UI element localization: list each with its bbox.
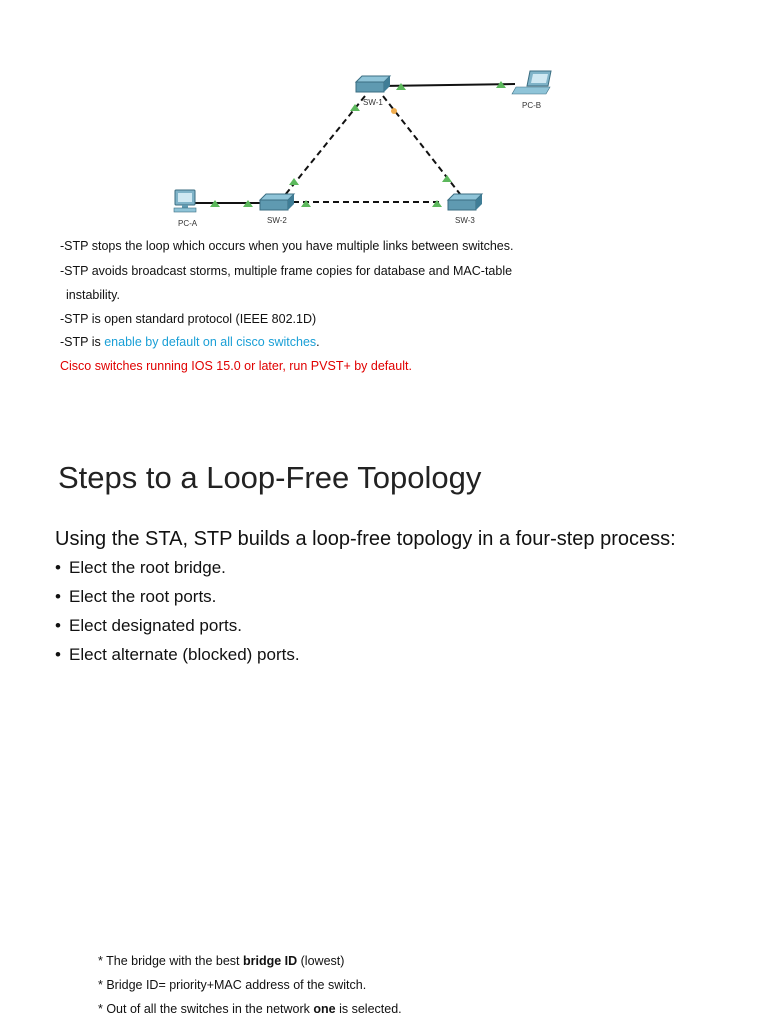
footnotes	[98, 954, 402, 1026]
switch-icon[interactable]	[260, 194, 294, 210]
bullet: •	[55, 558, 61, 577]
footnote-text: * Out of all the switches in the network	[98, 1002, 314, 1016]
note-highlight: enable by default on all cisco switches	[104, 335, 317, 349]
bullet: •	[55, 587, 61, 606]
switch-icon[interactable]	[448, 194, 482, 210]
note-line-red: Cisco switches running IOS 15.0 or later, run PVST+ by default.	[60, 359, 412, 373]
step-text: Elect the root ports.	[69, 587, 217, 606]
steps-list	[55, 558, 300, 674]
note-prefix: -STP is	[60, 335, 105, 349]
device-label-sw3: SW-3	[455, 216, 475, 225]
bullet: •	[55, 645, 61, 664]
list-item	[55, 558, 300, 587]
note-suffix: .	[316, 335, 320, 349]
device-label-sw1: SW-1	[363, 98, 383, 107]
footnote	[98, 1002, 402, 1026]
footnote-text: is selected.	[335, 1002, 402, 1016]
footnote	[98, 954, 402, 978]
section-intro: Using the STA, STP builds a loop-free topology in a four-step process:	[55, 528, 676, 550]
desktop-pc-icon[interactable]	[174, 190, 196, 212]
note-line	[60, 336, 320, 349]
note-line: instability.	[66, 288, 120, 302]
topology-diagram	[150, 60, 570, 235]
device-label-pcb: PC-B	[522, 101, 542, 110]
section-title: Steps to a Loop-Free Topology	[58, 460, 482, 495]
bullet: •	[55, 616, 61, 635]
laptop-icon[interactable]	[512, 71, 551, 94]
note-line: -STP is open standard protocol (IEEE 802.1D)	[60, 312, 317, 326]
footnote: * Bridge ID= priority+MAC address of the switch.	[98, 978, 367, 992]
device-label-sw2: SW-2	[267, 216, 287, 225]
port-status-icon	[289, 178, 299, 185]
port-status-icon	[442, 175, 452, 182]
note-line: -STP stops the loop which occurs when you have multiple links between switches.	[60, 239, 514, 253]
switch-icon[interactable]	[356, 76, 390, 92]
note-line: -STP avoids broadcast storms, multiple frame copies for database and MAC-table	[60, 264, 513, 278]
step-text: Elect designated ports.	[69, 616, 242, 635]
device-label-pca: PC-A	[178, 219, 198, 228]
footnote-bold: bridge ID	[243, 954, 298, 968]
step-text: Elect alternate (blocked) ports.	[69, 645, 300, 664]
list-item	[55, 616, 300, 645]
footnote-bold: one	[313, 1002, 336, 1016]
port-status-icon	[301, 200, 311, 207]
step-text: Elect the root bridge.	[69, 558, 226, 577]
list-item	[55, 645, 300, 674]
port-blocking-icon	[391, 108, 397, 114]
list-item	[55, 587, 300, 616]
footnote-text: (lowest)	[297, 954, 345, 968]
footnote-text: * The bridge with the best	[98, 954, 243, 968]
